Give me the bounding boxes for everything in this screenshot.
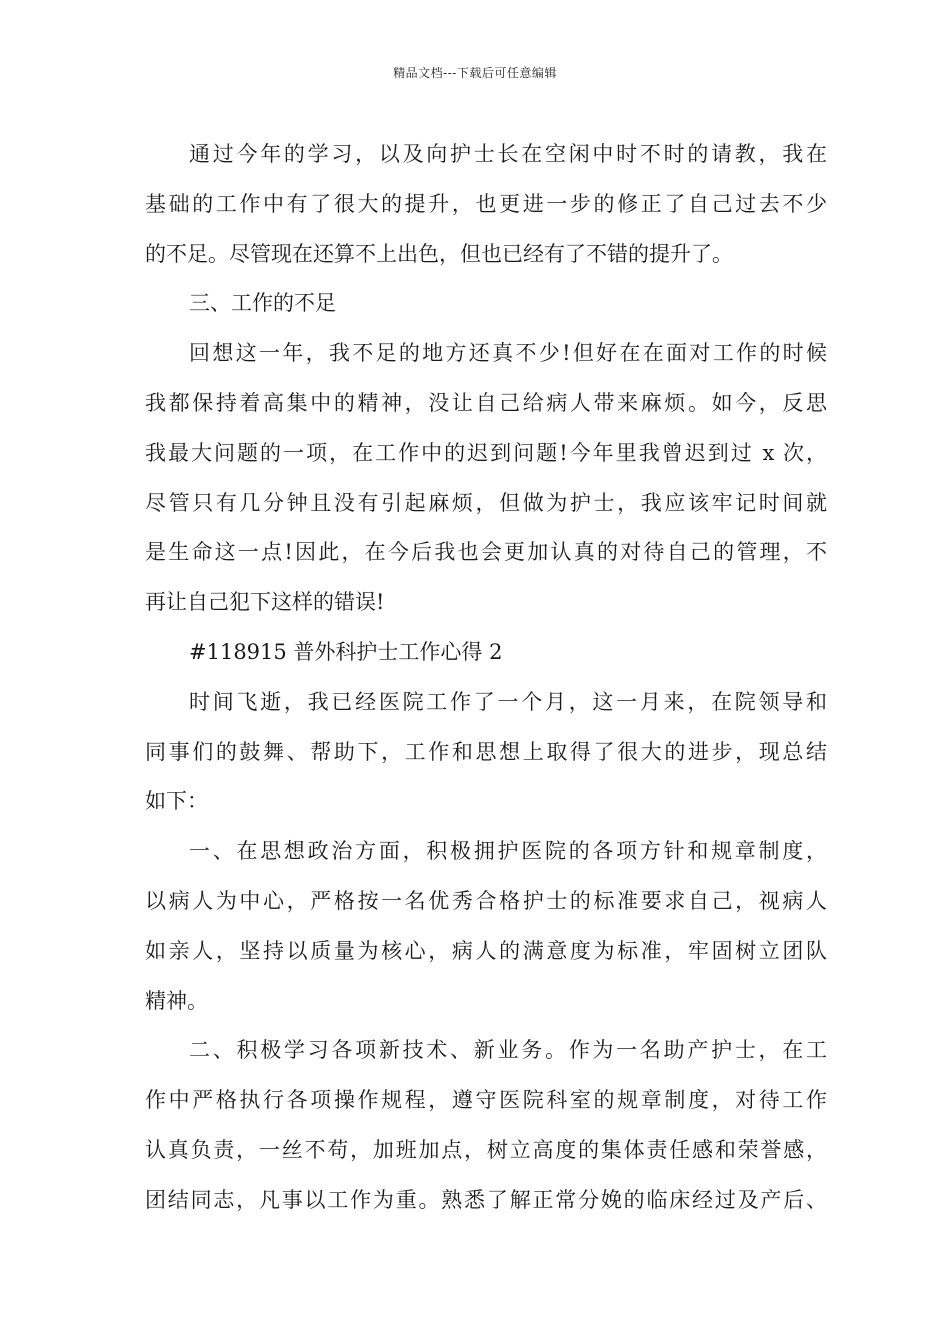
text-line: 回想这一年，我不足的地方还真不少!但好在在面对工作的时候	[189, 341, 827, 366]
document-body	[145, 130, 827, 1226]
page-header: 精品文档---下载后可任意编辑	[393, 66, 557, 80]
section-heading: 三、工作的不足	[189, 291, 336, 316]
text-line: 二、积极学习各项新技术、新业务。作为一名助产护士，在工	[189, 1038, 827, 1063]
text-line: 时间飞逝，我已经医院工作了一个月，这一月来，在院领导和	[189, 689, 827, 714]
text-line: 通过今年的学习，以及向护士长在空闲中时不时的请教，我在	[189, 142, 827, 166]
text-line: 团结同志，凡事以工作为重。熟悉了解正常分娩的临床经过及产后、	[145, 1187, 827, 1212]
text-line: 以病人为中心，严格按一名优秀合格护士的标准要求自己，视病人	[145, 888, 827, 913]
text-line: 同事们的鼓舞、帮助下，工作和思想上取得了很大的进步，现总结	[145, 739, 827, 764]
text-line: 的不足。尽管现在还算不上出色，但也已经有了不错的提升了。	[145, 241, 733, 266]
text-line: 再让自己犯下这样的错误!	[145, 590, 385, 615]
text-line: 一、在思想政治方面，积极拥护医院的各项方针和规章制度，	[189, 839, 827, 864]
text-line: 精神。	[145, 988, 208, 1013]
text-line: 我最大问题的一项，在工作中的迟到问题!今年里我曾迟到过 x 次，	[145, 440, 827, 465]
text-line: 作中严格执行各项操作规程，遵守医院科室的规章制度，对待工作	[145, 1088, 827, 1113]
text-line: 尽管只有几分钟且没有引起麻烦，但做为护士，我应该牢记时间就	[145, 490, 827, 515]
text-line: 我都保持着高集中的精神，没让自己给病人带来麻烦。如今，反思	[145, 390, 827, 415]
article-title: #118915 普外科护士工作心得 2	[189, 639, 503, 664]
text-line: 是生命这一点!因此，在今后我也会更加认真的对待自己的管理，不	[145, 540, 827, 565]
text-line: 认真负责，一丝不苟，加班加点，树立高度的集体责任感和荣誉感，	[145, 1137, 827, 1162]
text-line: 如下：	[145, 789, 208, 814]
text-line: 基础的工作中有了很大的提升，也更进一步的修正了自己过去不少	[145, 191, 827, 216]
text-line: 如亲人，坚持以质量为核心，病人的满意度为标准，牢固树立团队	[145, 938, 827, 963]
